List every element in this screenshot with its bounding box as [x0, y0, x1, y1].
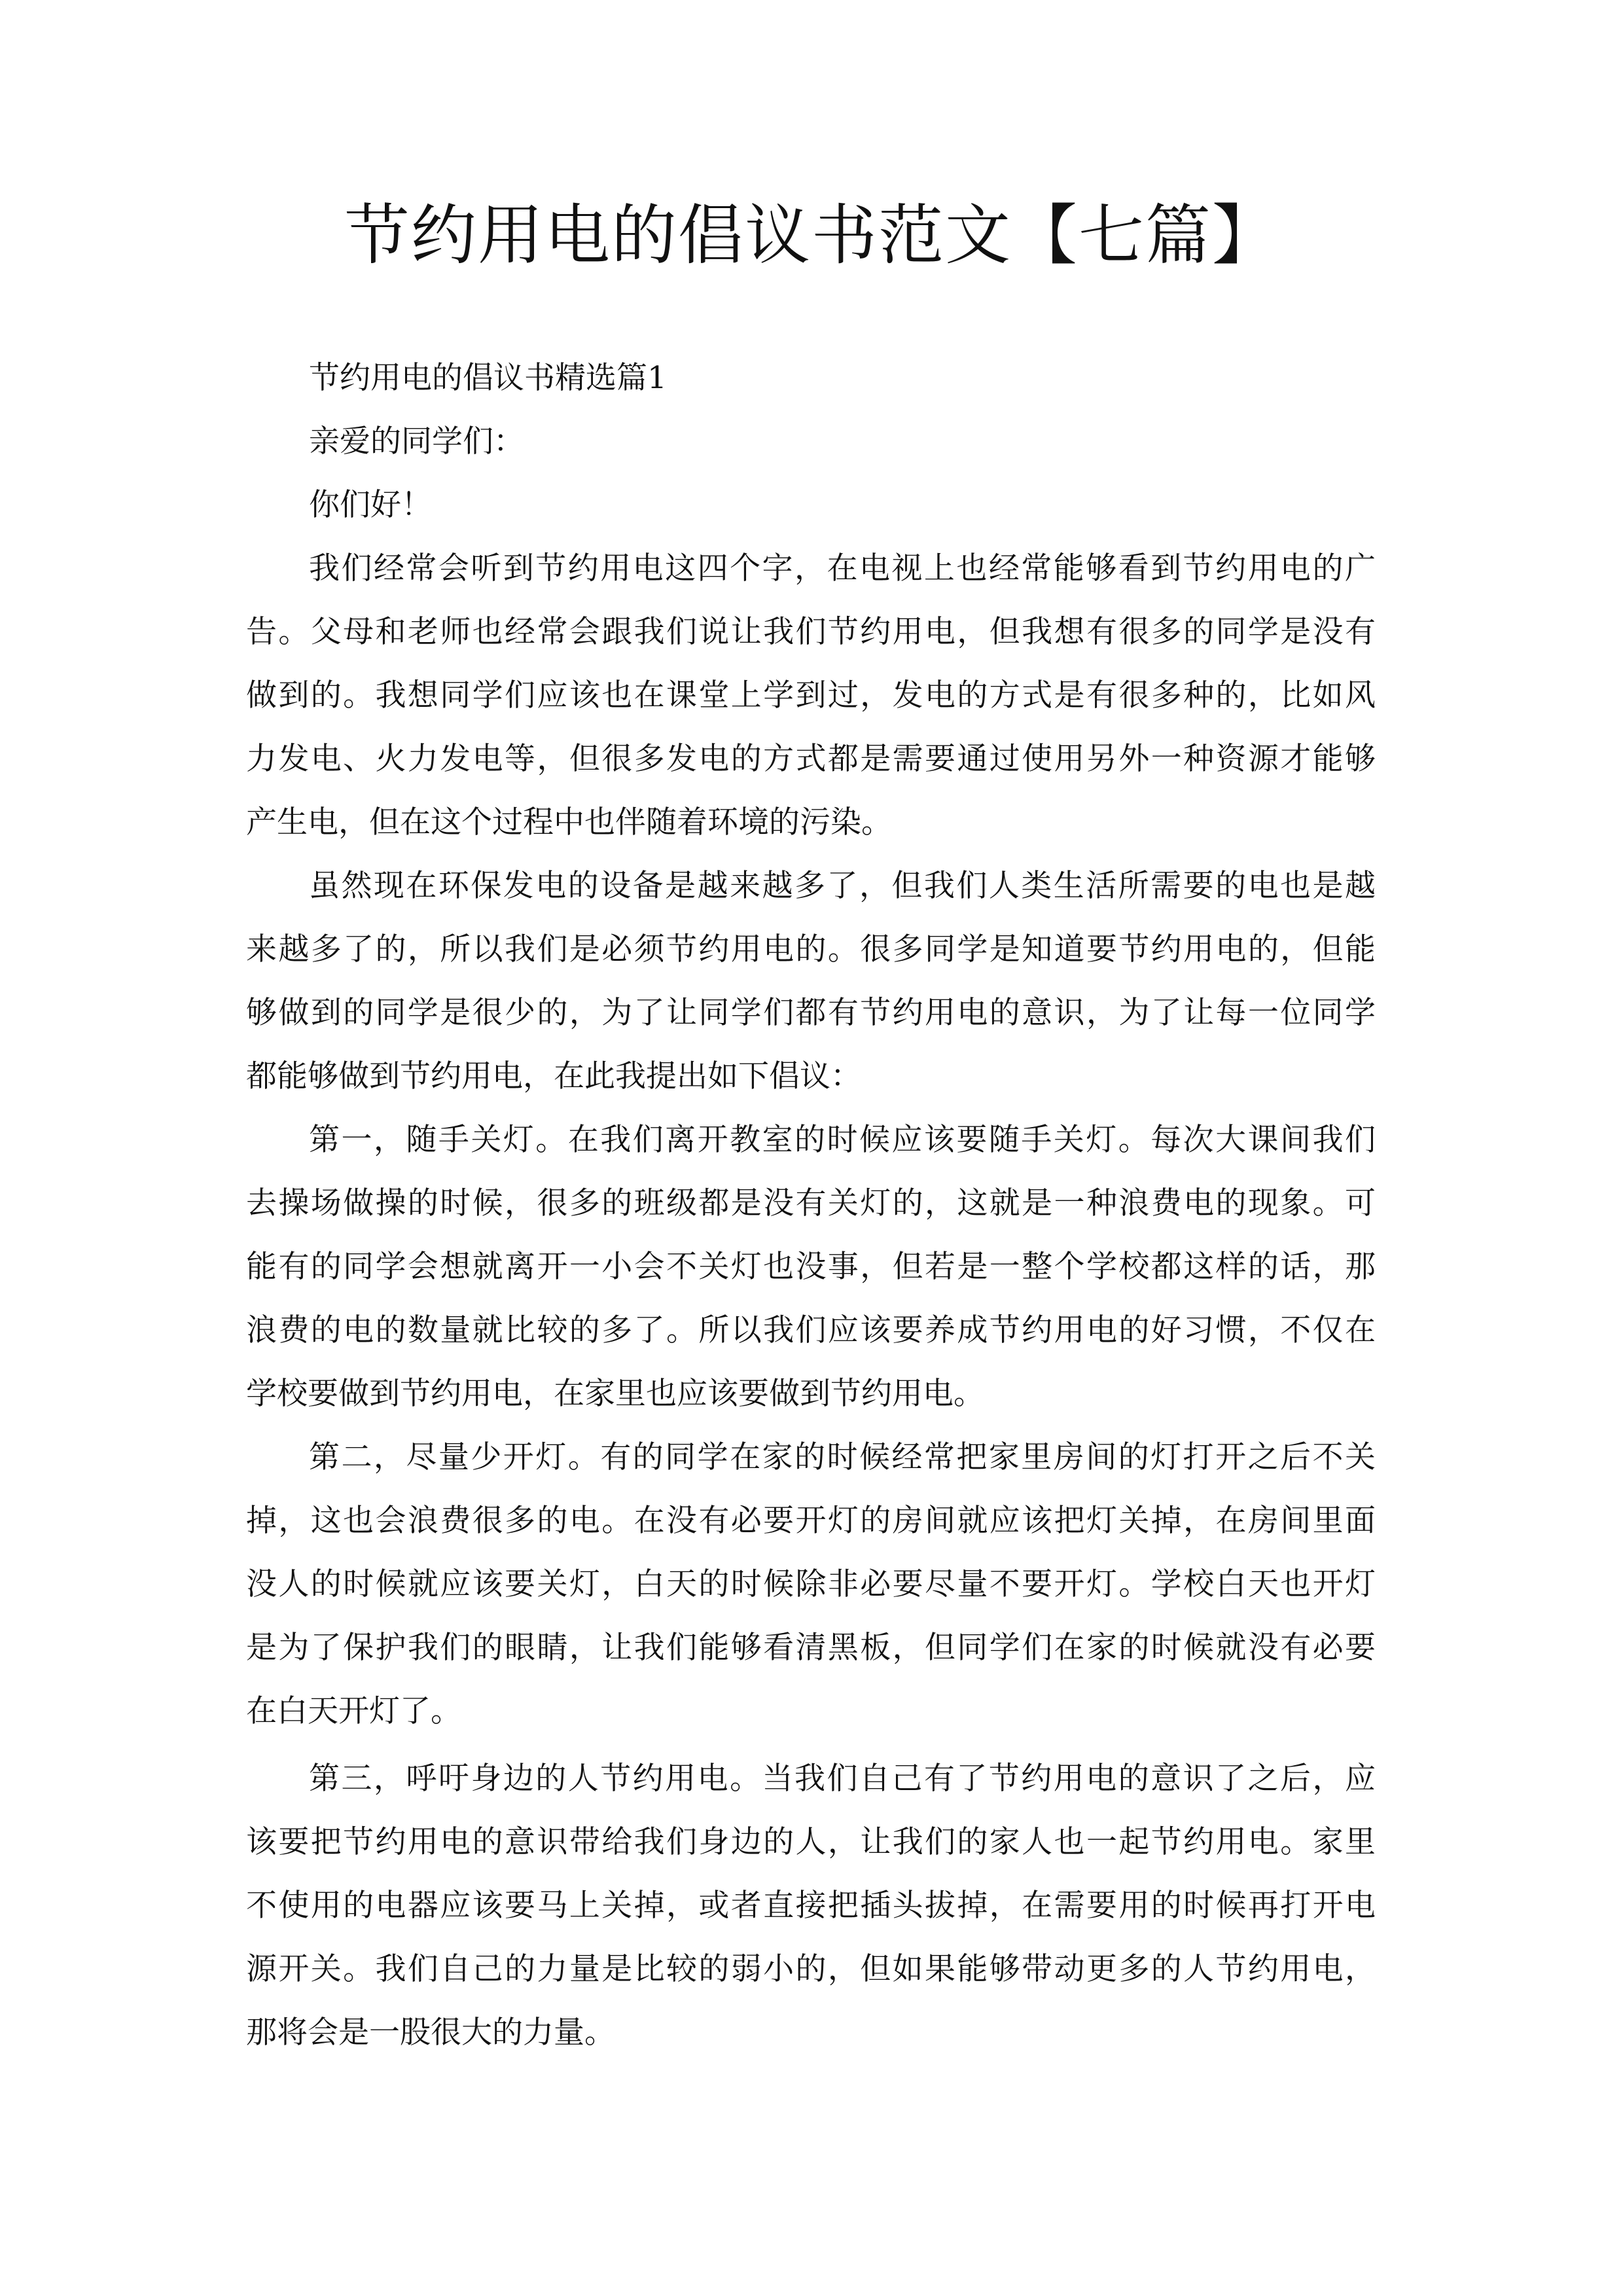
text-line: 学校要做到节约用电，在家里也应该要做到节约用电。	[246, 1376, 984, 1412]
text-line: 去操场做操的时候，很多的班级都是没有关灯的，这就是一种浪费电的现象。可	[246, 1185, 1376, 1221]
paragraph	[246, 410, 1376, 473]
text-line: 不使用的电器应该要马上关掉，或者直接把插头拔掉，在需要用的时候再打开电	[246, 1888, 1376, 1924]
text-line: 你们好！	[309, 487, 432, 523]
text-line: 做到的。我想同学们应该也在课堂上学到过，发电的方式是有很多种的，比如风	[246, 677, 1376, 713]
text-line: 第一，随手关灯。在我们离开教室的时候应该要随手关灯。每次大课间我们	[309, 1122, 1376, 1158]
text-line: 产生电，但在这个过程中也伴随着环境的污染。	[246, 804, 892, 840]
text-line: 没人的时候就应该要关灯，白天的时候除非必要尽量不要开灯。学校白天也开灯	[246, 1566, 1376, 1602]
paragraph	[246, 1426, 1376, 1743]
text-line: 虽然现在环保发电的设备是越来越多了，但我们人类生活所需要的电也是越	[309, 868, 1376, 904]
text-line: 该要把节约用电的意识带给我们身边的人，让我们的家人也一起节约用电。家里	[246, 1824, 1376, 1860]
paragraph	[246, 346, 1376, 410]
text-line: 都能够做到节约用电，在此我提出如下倡议：	[246, 1058, 861, 1094]
text-line: 能有的同学会想就离开一小会不关灯也没事，但若是一整个学校都这样的话，那	[246, 1249, 1376, 1285]
text-line: 掉，这也会浪费很多的电。在没有必要开灯的房间就应该把灯关掉，在房间里面	[246, 1503, 1376, 1539]
text-line: 我们经常会听到节约用电这四个字，在电视上也经常能够看到节约用电的广	[309, 550, 1376, 586]
text-line: 第二，尽量少开灯。有的同学在家的时候经常把家里房间的灯打开之后不关	[309, 1439, 1376, 1475]
text-line: 告。父母和老师也经常会跟我们说让我们节约用电，但我想有很多的同学是没有	[246, 614, 1376, 650]
text-line: 第三，呼吁身边的人节约用电。当我们自己有了节约用电的意识了之后，应	[309, 1761, 1376, 1797]
text-line: 是为了保护我们的眼睛，让我们能够看清黑板，但同学们在家的时候就没有必要	[246, 1630, 1376, 1666]
text-line: 浪费的电的数量就比较的多了。所以我们应该要养成节约用电的好习惯，不仅在	[246, 1312, 1376, 1348]
paragraph	[246, 854, 1376, 1108]
text-line: 那将会是一股很大的力量。	[246, 2015, 615, 2051]
document-body	[246, 346, 1376, 2064]
document-title: 节约用电的倡议书范文【七篇】	[344, 197, 1279, 274]
text-line: 力发电、火力发电等，但很多发电的方式都是需要通过使用另外一种资源才能够	[246, 741, 1376, 777]
text-line: 源开关。我们自己的力量是比较的弱小的，但如果能够带动更多的人节约用电，	[246, 1951, 1376, 1987]
text-line: 来越多了的，所以我们是必须节约用电的。很多同学是知道要节约用电的，但能	[246, 931, 1376, 967]
text-line: 亲爱的同学们：	[309, 423, 524, 459]
paragraph	[246, 473, 1376, 537]
text-line: 够做到的同学是很少的，为了让同学们都有节约用电的意识，为了让每一位同学	[246, 995, 1376, 1031]
paragraph	[246, 1108, 1376, 1426]
paragraph	[246, 537, 1376, 854]
paragraph	[246, 1747, 1376, 2064]
text-line: 节约用电的倡议书精选篇1	[309, 360, 667, 396]
text-line: 在白天开灯了。	[246, 1693, 461, 1729]
